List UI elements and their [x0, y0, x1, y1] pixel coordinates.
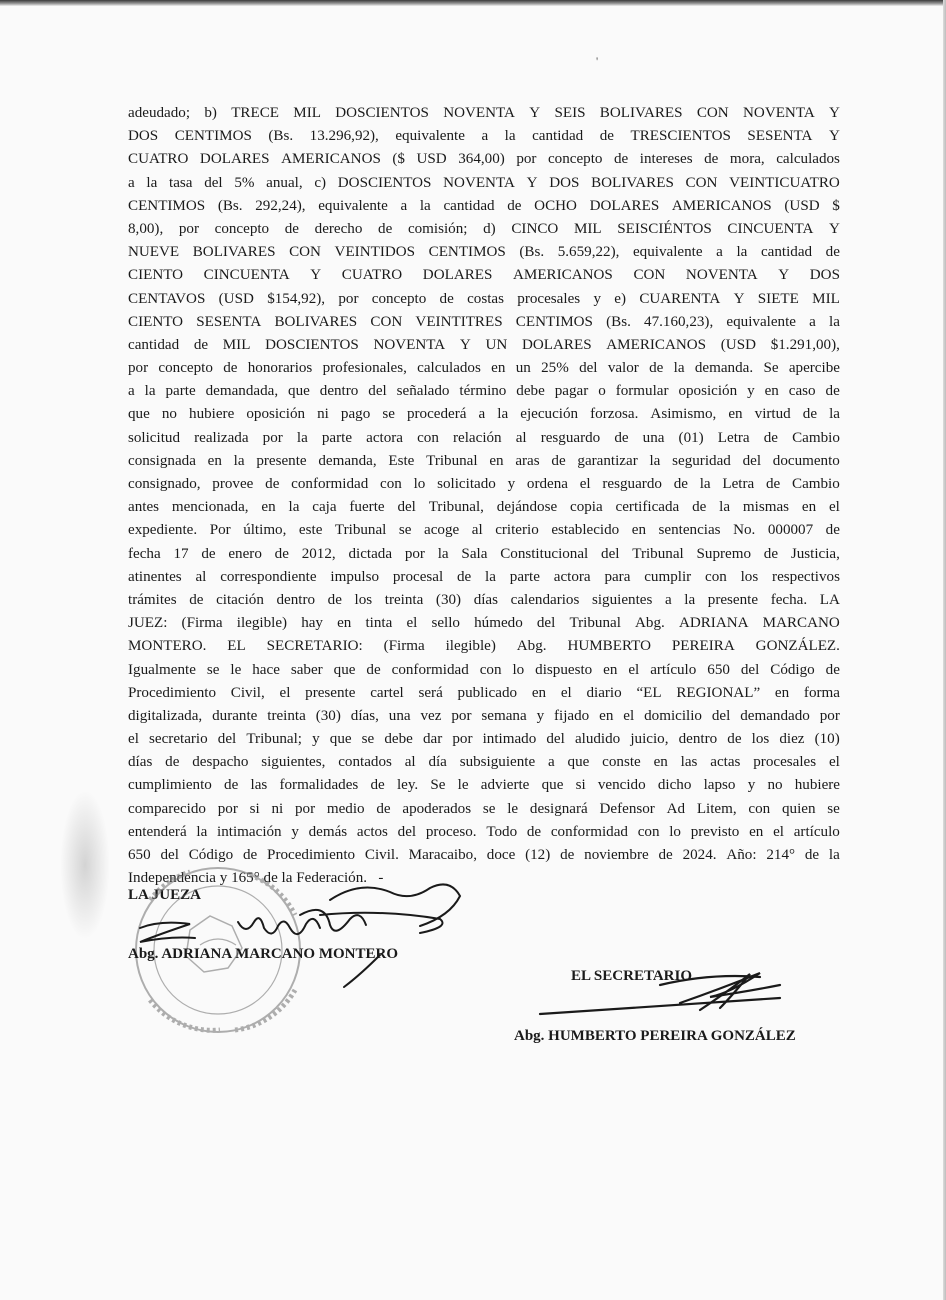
jueza-title: LA JUEZA — [128, 887, 201, 903]
text-line: a la tasa del 5% anual, c) DOSCIENTOS NOVENTA Y DOS BOLIVARES CON VEINTICUATRO — [128, 174, 840, 191]
text-line: Independencia y 165° de la Federación. - — [128, 870, 384, 887]
text-line: comparecido por si ni por medio de apoderados se le designará Defensor Ad Litem, con quien se — [128, 800, 840, 817]
text-line: JUEZ: (Firma ilegible) hay en tinta el sello húmedo del Tribunal Abg. ADRIANA MARCANO — [128, 615, 840, 632]
text-line: adeudado; b) TRECE MIL DOSCIENTOS NOVENTA Y SEIS BOLIVARES CON NOVENTA Y — [128, 105, 840, 121]
text-line: MONTERO. EL SECRETARIO: (Firma ilegible) Abg. HUMBERTO PEREIRA GONZÁLEZ. — [128, 638, 840, 655]
text-line: Igualmente se le hace saber que de conformidad con lo dispuesto en el artículo 650 del Código de — [128, 661, 840, 678]
text-line: fecha 17 de enero de 2012, dictada por la Sala Constitucional del Tribunal Supremo de Justicia, — [128, 545, 840, 562]
top-mark: ' — [596, 54, 599, 68]
text-line: atinentes al correspondiente impulso procesal de la parte actora para cumplir con los respectivos — [128, 568, 840, 585]
secretario-signature — [540, 973, 780, 1014]
text-line: NUEVE BOLIVARES CON VEINTIDOS CENTIMOS (Bs. 5.659,22), equivalente a la cantidad de — [128, 244, 840, 261]
text-line: CIENTO CINCUENTA Y CUATRO DOLARES AMERICANOS CON NOVENTA Y DOS — [128, 267, 840, 284]
text-line: días de despacho siguientes, contados al día subsiguiente a que conste en las actas procesales el — [128, 754, 840, 771]
text-line: CIENTO SESENTA BOLIVARES CON VEINTITRES CENTIMOS (Bs. 47.160,23), equivalente a la — [128, 313, 840, 330]
text-line: a la parte demandada, que dentro del señalado término debe pagar o formular oposición y en caso de — [128, 383, 840, 400]
text-line: digitalizada, durante treinta (30) días, una vez por semana y fijado en el domicilio del demandado por — [128, 707, 840, 724]
text-line: antes mencionada, en la caja fuerte del Tribunal, dejándose copia certificada de la mismas en el — [128, 499, 840, 516]
text-line: entenderá la intimación y demás actos del proceso. Todo de conformidad con lo previsto en el artículo — [128, 823, 840, 840]
text-line: consignado, provee de conformidad con lo solicitado y ordena el resguardo de la Letra de Cambio — [128, 476, 840, 492]
text-line: cantidad de MIL DOSCIENTOS NOVENTA Y UN DOLARES AMERICANOS (USD $1.291,00), — [128, 336, 840, 353]
jueza-name: Abg. ADRIANA MARCANO MONTERO — [128, 946, 399, 962]
secretario-title: EL SECRETARIO — [571, 968, 693, 984]
text-line: DOS CENTIMOS (Bs. 13.296,92), equivalente a la cantidad de TRESCIENTOS SESENTA Y — [128, 128, 840, 145]
text-line: solicitud realizada por la parte actora con relación al resguardo de una (01) Letra de Cambio — [128, 429, 840, 446]
text-line: por concepto de honorarios profesionales, calculados en un 25% del valor de la demanda. Se apercibe — [128, 360, 840, 377]
text-line: que no hubiere oposición ni pago se procederá a la ejecución forzosa. Asimismo, en virtud de la — [128, 406, 840, 423]
text-line: consignada en la presente demanda, Este Tribunal en aras de garantizar la seguridad del documento — [128, 452, 840, 469]
text-line: Procedimiento Civil, el presente cartel será publicado en el diario “EL REGIONAL” en forma — [128, 684, 840, 701]
text-line: CUATRO DOLARES AMERICANOS ($ USD 364,00) por concepto de intereses de mora, calculados — [128, 151, 840, 168]
text-line: trámites de citación dentro de los treinta (30) días calendarios siguientes a la presente fecha. LA — [128, 591, 840, 608]
text-line: CENTAVOS (USD $154,92), por concepto de costas procesales y e) CUARENTA Y SIETE MIL — [128, 290, 840, 307]
text-line: CENTIMOS (Bs. 292,24), equivalente a la cantidad de OCHO DOLARES AMERICANOS (USD $ — [128, 197, 840, 214]
text-line: el secretario del Tribunal; y que se debe dar por intimado del aludido juicio, dentro de los diez (10) — [128, 731, 840, 748]
text-line: expediente. Por último, este Tribunal se acoge al criterio establecido en sentencias No. 000007 de — [128, 522, 840, 539]
text-line: cumplimiento de las formalidades de ley. Se le advierte que si vencido dicho lapso y no hubiere — [128, 777, 840, 794]
secretario-name: Abg. HUMBERTO PEREIRA GONZÁLEZ — [514, 1028, 796, 1044]
text-line: 8,00), por concepto de derecho de comisión; d) CINCO MIL SEISCIÉNTOS CINCUENTA Y — [128, 220, 840, 237]
text-line: 650 del Código de Procedimiento Civil. Maracaibo, doce (12) de noviembre de 2024. Año: 214° de la — [128, 847, 840, 863]
